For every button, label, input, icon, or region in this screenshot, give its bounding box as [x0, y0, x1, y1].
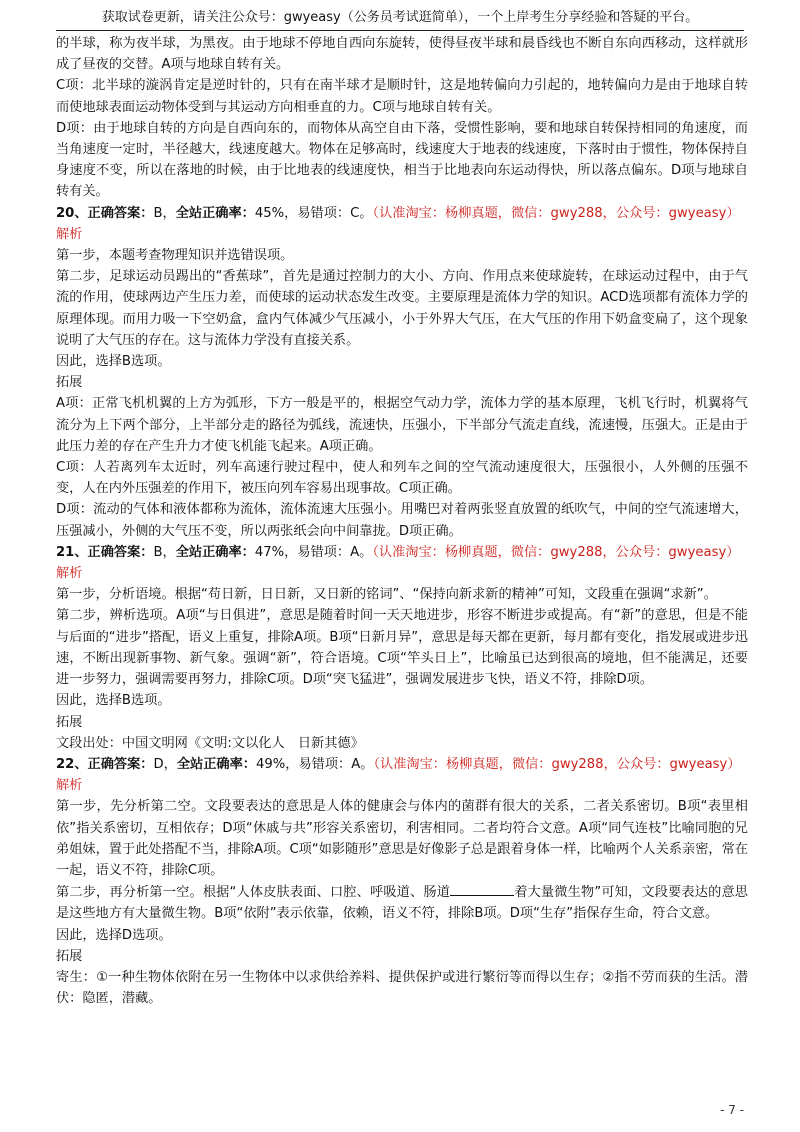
- extension-label: 拓展: [56, 714, 83, 730]
- paragraph: 因此，选择D选项。: [56, 927, 172, 943]
- paragraph: 因此，选择B选项。: [56, 354, 171, 370]
- paragraph: [56, 881, 748, 924]
- page-number: - 7 -: [720, 1103, 744, 1117]
- accuracy-rate: 45%，: [254, 205, 298, 221]
- question-number: 20、正确答案：: [56, 205, 154, 221]
- paragraph: 第一步，先分析第二空。文段要表达的意思是人体的健康会与体内的菌群有很大的关系，二者关系密切。B项“表里相依”指关系密切，互相依存；D项“休戚与共”形容关系密切，利害相同。二者均符合文意。A项“同气连枝”比喻同胞的兄弟姐妹，置于此处搭配不当，排除A项。C项“如影随形”意思是好像影子总是跟着身体一样，比喻两个人关系亲密，常在一起，语义不符，排除C项。: [56, 799, 748, 878]
- promo-text: （认准淘宝：杨柳真题，微信：gwy288，公众号：gwyeasy）: [372, 544, 740, 560]
- question-number: 22、正确答案：: [56, 756, 154, 772]
- paragraph-text: 第二步，再分析第一空。根据“人体皮肤表面、口腔、呼吸道、肠道: [56, 885, 451, 901]
- paragraph: C项：人若离列车太近时，列车高速行驶过程中，使人和列车之间的空气流动速度很大，压强很小，人外侧的压强不变，人在内外压强差的作用下，被压向列车容易出现事故。C项正确。: [56, 460, 748, 497]
- paragraph: 的半球，称为夜半球，为黑夜。由于地球不停地自西向东旋转，使得昼夜半球和晨昏线也不断自东向西移动，这样就形成了昼夜的交替。A项与地球自转有关。: [56, 36, 748, 73]
- question-19-continuation: [56, 33, 748, 203]
- correct-answer: B，: [153, 205, 176, 221]
- question-number: 21、正确答案：: [56, 544, 154, 560]
- easy-wrong-option: 易错项：A。: [297, 544, 373, 560]
- fill-in-blank: [450, 881, 514, 896]
- answer-line: [56, 754, 748, 775]
- paragraph: 寄生：①一种生物体依附在另一生物体中以求供给养料、提供保护或进行繁衍等而得以生存；②指不劳而获的生活。潜伏：隐匿，潜藏。: [56, 969, 748, 1007]
- page-header: 获取试卷更新，请关注公众号：gwyeasy（公务员考试逛简单），一个上岸考生分享经验和答疑的平台。: [56, 6, 744, 31]
- accuracy-rate: 47%，: [254, 544, 298, 560]
- analysis-label: 解析: [56, 226, 83, 242]
- promo-text: （认准淘宝：杨柳真题，微信：gwy288，公众号：gwyeasy）: [373, 756, 741, 772]
- paragraph: 第一步，本题考查物理知识并选错误项。: [56, 248, 294, 264]
- accuracy-label: 全站正确率：: [175, 205, 255, 221]
- paragraph: 第二步，辨析选项。A项“与日俱进”，意思是随着时间一天天地进步，形容不断进步或提高。有“新”的意思，但是不能与后面的“进步”搭配，语义上重复，排除A项。B项“日新月异”，意思是每天都在更新，每月都有变化，指发展或进步迅速，不断出现新事物、新气象。强调“新”，符合语境。C项“竿头日上”，比喻虽已达到很高的境地，但不能满足，还要进一步努力，强调需要再努力，排除C项。D项“突飞猛进”，强调发展进步飞快，语义不符，排除D项。: [56, 608, 748, 688]
- question-20: [56, 203, 748, 542]
- document-body: [56, 33, 748, 1009]
- paragraph: 文段出处：中国文明网《文明:文以化人 日新其德》: [56, 735, 364, 751]
- paragraph: 第二步，足球运动员踢出的“香蕉球”，首先是通过控制力的大小、方向、作用点来使球旋转，在球运动过程中，由于气流的作用，使球两边产生压力差，而使球的运动状态发生改变。主要原理是流体力学的知识。ACD选项都有流体力学的原理体现。而用力吸一下空奶盒，盒内气体减少气压减小，小于外界大气压，在大气压的作用下奶盒变扁了，这个现象说明了大气压的存在。这与流体力学没有直接关系。: [56, 269, 748, 348]
- extension-label: 拓展: [56, 375, 83, 391]
- extension-label: 拓展: [56, 948, 83, 964]
- correct-answer: B，: [153, 544, 176, 560]
- analysis-label: 解析: [56, 566, 83, 582]
- paragraph: C项：北半球的漩涡肯定是逆时针的，只有在南半球才是顺时针，这是地转偏向力引起的，地转偏向力是由于地球自转而使地球表面运动物体受到与其运动方向相垂直的力。C项与地球自转有关。: [56, 78, 748, 115]
- answer-line: [56, 542, 748, 563]
- correct-answer: D，: [153, 756, 177, 772]
- easy-wrong-option: 易错项：C。: [297, 205, 373, 221]
- accuracy-label: 全站正确率：: [176, 756, 256, 772]
- paragraph: D项：流动的气体和液体都称为流体，流体流速大压强小。用嘴巴对着两张竖直放置的纸吹气，中间的空气流速增大，压强减小，外侧的大气压不变，所以两张纸会向中间靠拢。D项正确。: [56, 502, 748, 539]
- paragraph-text: 着大量微生物”可知，文段要表达的意思是这些地方有大量微生物。B项“依附”表示依靠，依赖，语义不符，排除B项。D项“生存”指保存生命，符合文意。: [56, 885, 748, 922]
- easy-wrong-option: 易错项：A。: [298, 756, 374, 772]
- paragraph: A项：正常飞机机翼的上方为弧形，下方一般是平的，根据空气动力学，流体力学的基本原理，飞机飞行时，机翼将气流分为上下两个部分，上半部分走的路径为弧线，流速快，压强小，下半部分气流走直线，流速慢，压强大。正是由于此压力差的存在产生升力才使飞机能飞起来。A项正确。: [56, 396, 748, 454]
- paragraph: D项：由于地球自转的方向是自西向东的，而物体从高空自由下落，受惯性影响，要和地球自转保持相同的角速度，而当角速度一定时，半径越大，线速度越大。物体在足够高时，线速度大于地表的线速度，下落时由于惯性，物体保持自身速度不变，所以在落地的时候，由于比地表的线速度快，相当于比地表向东运动得快，所以落点偏东。D项与地球自转有关。: [56, 120, 748, 200]
- paragraph: 第一步，分析语境。根据“苟日新，日日新，又日新的铭词”、“保持向新求新的精神”可知，文段重在强调“求新”。: [56, 587, 717, 603]
- accuracy-rate: 49%，: [255, 756, 299, 772]
- promo-text: （认准淘宝：杨柳真题，微信：gwy288，公众号：gwyeasy）: [372, 205, 740, 221]
- analysis-label: 解析: [56, 778, 83, 794]
- answer-line: [56, 203, 748, 224]
- accuracy-label: 全站正确率：: [175, 544, 255, 560]
- question-21: [56, 542, 748, 754]
- paragraph: 因此，选择B选项。: [56, 693, 171, 709]
- question-22: [56, 754, 748, 1009]
